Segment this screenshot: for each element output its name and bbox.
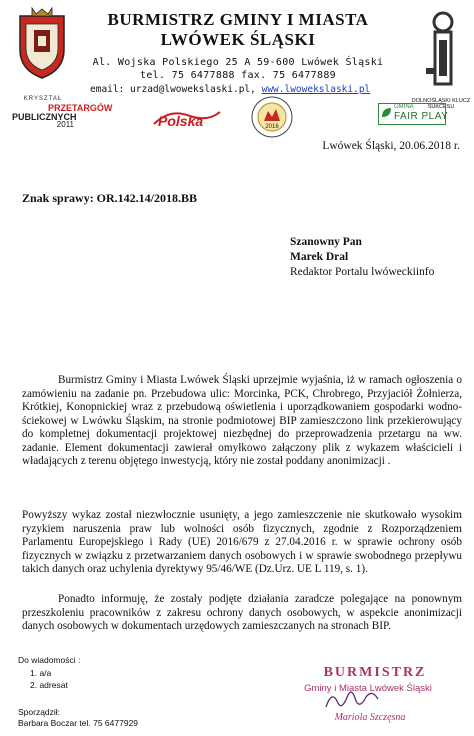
header-contact xyxy=(90,84,390,95)
przetargi-line2: PUBLICZNYCH xyxy=(12,111,77,122)
distribution-title: Do wiadomości : xyxy=(18,655,81,665)
website-link[interactable]: www.lwowekslaski.pl xyxy=(261,84,371,95)
header-address: Al. Wojska Polskiego 25 A 59-600 Lwówek Śląski xyxy=(92,57,384,68)
recipient-name: Marek Dral xyxy=(290,251,349,263)
body-paragraph-2: Powyższy wykaz został niezwłocznie usunięty, a jego zamieszczenie nie skutkowało wysokim ryzykiem naruszenia praw lub wolności osób fizycznych, zgodnie z Rozporządzeniem Parlamentu Europejskiego i Rady (UE) 2016/679 z 27.04.2016 r. w sprawie ochrony osób fizycznych w związku z przetwarzaniem danych osobowych i w sprawie swobodnego przepływu takich danych oraz uchylenia dyrektywy 95/46/WE (Dz.Urz. UE L 119, s. 1). xyxy=(22,509,462,575)
gmina-seal-logo xyxy=(250,95,294,139)
recipient-role: Redaktor Portalu lwóweckiinfo xyxy=(290,266,435,278)
dolnoslaski-logo-text: DOLNOŚLĄSKI KLUCZ SUKCESU xyxy=(411,98,471,110)
fairplay-leaf-icon xyxy=(381,107,392,118)
przetargi-year: 2011 xyxy=(56,120,74,129)
polska-logo-text: Polska xyxy=(158,113,204,129)
stamp-title: BURMISTRZ xyxy=(323,665,427,680)
dolnoslaski-logo xyxy=(418,8,468,94)
recipient-salutation: Szanowny Pan xyxy=(290,236,362,248)
prepared-by-name: Barbara Boczar tel. 75 6477929 xyxy=(18,718,139,728)
polska-logo xyxy=(150,106,224,130)
distribution-item-1: 1. a/a xyxy=(30,668,52,678)
case-reference: Znak sprawy: OR.142.14/2018.BB xyxy=(22,191,198,205)
body-paragraph-3: Ponadto informuję, że zostały podjęte działania zaradcze polegające na ponownym przeszkoleniu pracowników z zakresu ochrony danych osobowych, w aspekcie anonimizacji danych osobowych w dokumentach urzędowych zamieszczanych na stronach BIP. xyxy=(22,593,462,632)
przetargi-award-logo xyxy=(12,103,113,130)
header-title-line2: LWÓWEK ŚLĄSKI xyxy=(160,30,316,49)
signature-icon xyxy=(322,685,382,713)
email-text: email: urzad@lwowekslaski.pl, xyxy=(90,84,256,95)
seal-year: 2016 xyxy=(265,124,279,130)
header-phone-fax: tel. 75 6477888 fax. 75 6477889 xyxy=(140,70,336,81)
fairplay-small-text: GMINA xyxy=(394,104,414,110)
prepared-by-label: Sporządził: xyxy=(18,707,61,717)
stamp-subtitle: Gminy i Miasta Lwówek Śląski xyxy=(304,683,432,694)
letter-date: Lwówek Śląski, 20.06.2018 r. xyxy=(322,140,460,152)
fairplay-big-text: FAIR PLAY xyxy=(394,111,449,122)
stamp-name: Mariola Szczęsna xyxy=(334,712,406,723)
header-title-line1: BURMISTRZ GMINY I MIASTA xyxy=(107,10,369,29)
body-paragraph-1: Burmistrz Gminy i Miasta Lwówek Śląski uprzejmie wyjaśnia, iż w ramach ogłoszenia o zamówieniu na zadanie pn. Przebudowa ulic: Morcinka, PCK, Chrobrego, Przyjaciół Żołnierza, Krótkiej, Konopnickiej wraz z przebudową oświetlenia i uporządkowaniem gospodarki wodno-ściekowej w Lwówku Śląskim, na stronie podmiotowej BIP zamieszczono link przekierowujący do kompletnej dokumentacji projektowej niezbędnej do przeprowadzenia przetargu na ww. zadanie. Element dokumentacji zawierał omyłkowo załączony plik z wykazem właścicieli i władających z terenu objętego inwestycją, który nie został poddany anonimizacji . xyxy=(22,374,462,467)
coat-of-arms-logo xyxy=(12,6,72,80)
distribution-item-2: 2. adresat xyxy=(30,680,68,690)
przetargi-line1: PRZETARGÓW xyxy=(48,103,113,113)
krysztal-logo-text: KRYSZTAŁ xyxy=(23,96,63,102)
